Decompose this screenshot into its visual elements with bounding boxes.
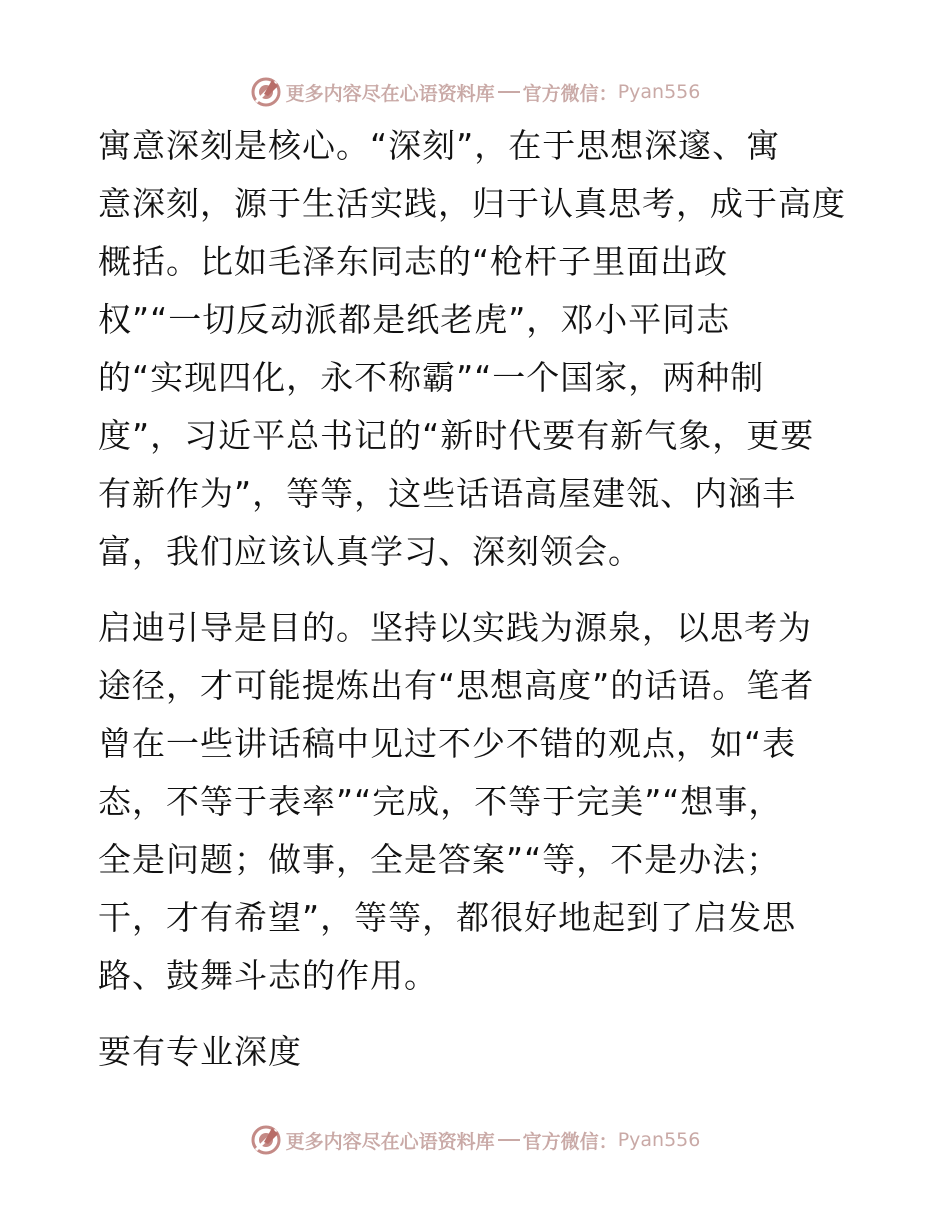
paragraph-line: 权”“一切反动派都是纸老虎”，邓小平同志 xyxy=(98,300,731,339)
section-heading-text: 要有专业深度 xyxy=(98,1032,302,1071)
brand-logo-icon xyxy=(250,1124,282,1156)
section-heading xyxy=(98,1023,858,1081)
paragraph-line: 意深刻，源于生活实践，归于认真思考，成于高度 xyxy=(98,184,846,223)
paragraph-line: 的“实现四化，永不称霸”“一个国家，两种制 xyxy=(98,358,765,397)
brand-logo-icon xyxy=(250,76,282,108)
banner-wechat-label: 官方微信： xyxy=(522,1130,618,1153)
header-banner xyxy=(0,72,950,112)
paragraph-line: 全是问题；做事，全是答案”“等，不是办法； xyxy=(98,840,781,879)
paragraph-line: 曾在一些讲话稿中见过不少不错的观点，如“表 xyxy=(98,724,797,763)
banner-wechat-id: Pyan556 xyxy=(617,81,701,103)
banner-text: 更多内容尽在心语资料库 xyxy=(285,82,495,105)
paragraph-line: 启迪引导是目的。坚持以实践为源泉，以思考为 xyxy=(98,608,812,647)
banner-dash xyxy=(498,1139,520,1141)
paragraph-line: 态，不等于表率”“完成，不等于完美”“想事， xyxy=(98,782,783,821)
paragraph-2 xyxy=(98,599,858,1005)
paragraph-line: 富，我们应该认真学习、深刻领会。 xyxy=(98,532,642,571)
banner-wechat-id: Pyan556 xyxy=(617,1129,701,1151)
paragraph-1 xyxy=(98,117,858,581)
paragraph-line: 路、鼓舞斗志的作用。 xyxy=(98,956,438,995)
footer-banner xyxy=(0,1120,950,1160)
banner-dash xyxy=(498,91,520,93)
paragraph-line: 干，才有希望”，等等，都很好地起到了启发思 xyxy=(98,898,797,937)
banner-wechat-label: 官方微信： xyxy=(522,82,618,105)
banner-text: 更多内容尽在心语资料库 xyxy=(285,1130,495,1153)
paragraph-line: 度”，习近平总书记的“新时代要有新气象，更要 xyxy=(98,416,815,455)
paragraph-line: 有新作为”，等等，这些话语高屋建瓴、内涵丰 xyxy=(98,474,797,513)
paragraph-line: 寓意深刻是核心。“深刻”，在于思想深邃、寓 xyxy=(98,126,781,165)
paragraph-line: 途径，才可能提炼出有“思想高度”的话语。笔者 xyxy=(98,666,815,705)
paragraph-line: 概括。比如毛泽东同志的“枪杆子里面出政 xyxy=(98,242,729,281)
document-body xyxy=(98,117,858,1081)
